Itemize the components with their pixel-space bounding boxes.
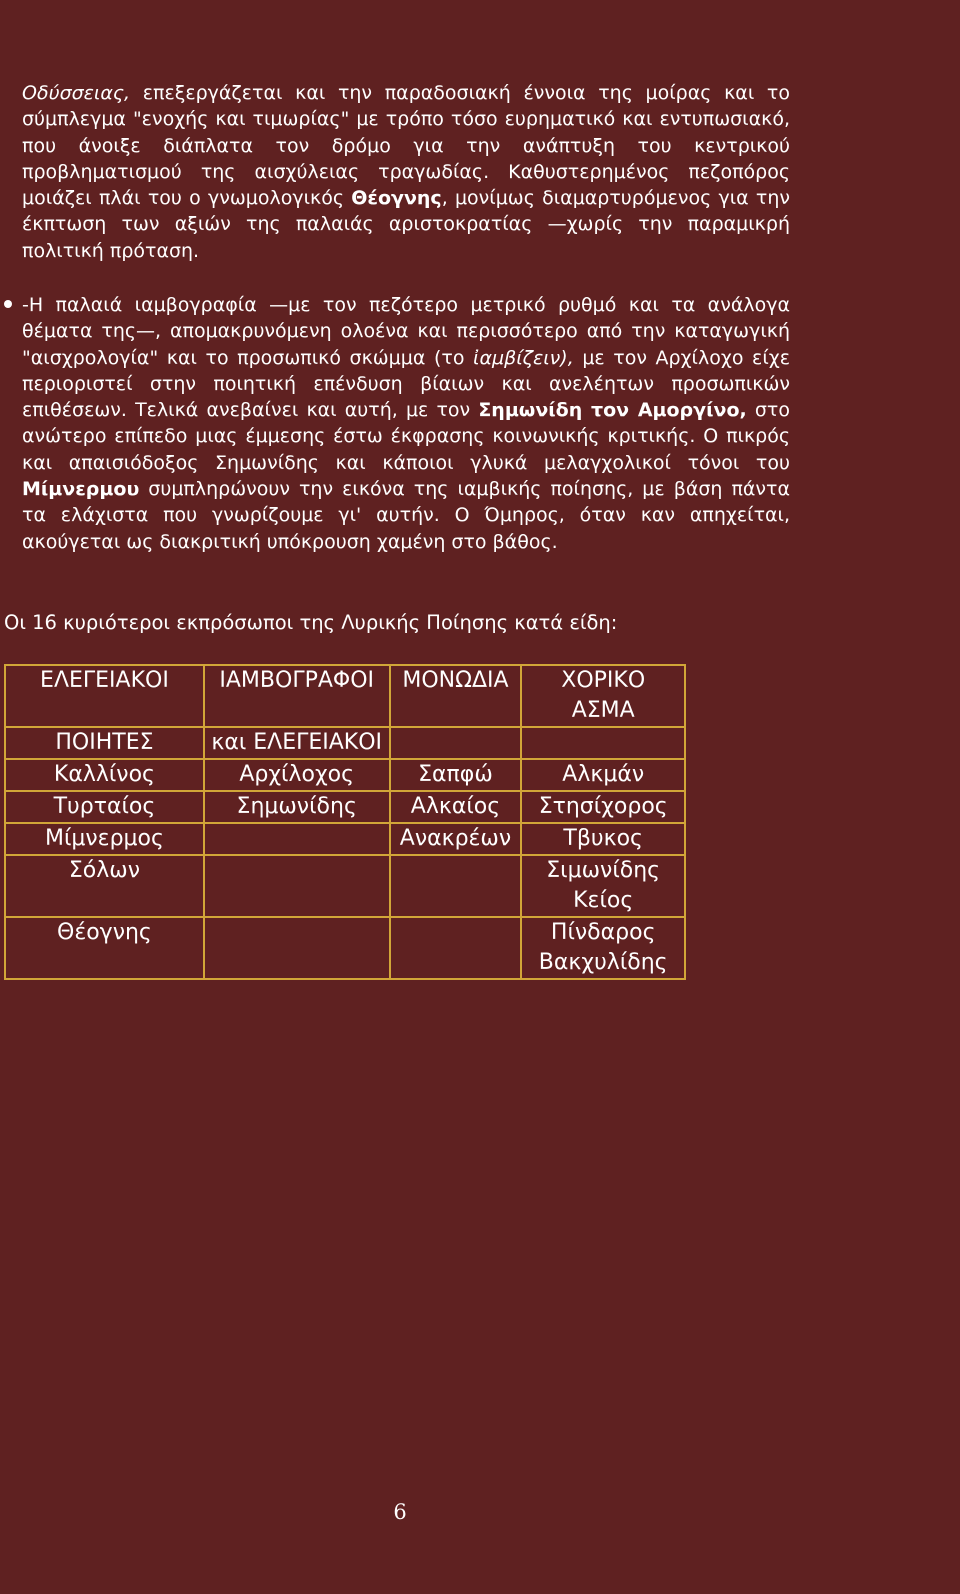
table-cell: Τβυκος [521, 823, 685, 855]
paragraph2-text-c: στο ανώτερο επίπεδο μιας έμμεσης έστω έκφρασης κοινωνικής κριτικής. Ο πικρός και απαισιόδοξος Σημωνίδης και κάποιοι γλυκά μελαγχολικοί τόνοι του [22, 399, 790, 474]
subheader-poets: ΠΟΙΗΤΕΣ [5, 727, 204, 759]
table-cell [390, 917, 522, 979]
bullet-list-item [4, 292, 790, 555]
table-cell [204, 823, 390, 855]
table-header-row [5, 665, 685, 727]
subheader-and-elegiac: και ΕΛΕΓΕΙΑΚΟΙ [204, 727, 390, 759]
table-cell: Σαπφώ [390, 759, 522, 791]
bold-theognis: Θέογνης [351, 187, 442, 210]
table-cell: Καλλίνος [5, 759, 204, 791]
italic-lead: Οδύσσειας, [22, 82, 131, 104]
table-row [5, 823, 685, 855]
paragraph-odyssey [22, 80, 790, 264]
table-subheader-row [5, 727, 685, 759]
table-cell: Σημωνίδης [204, 791, 390, 823]
lyric-poets-table [4, 664, 686, 980]
paragraph2-text-a: -Η παλαιά ιαμβογραφία —με τον πεζότερο μετρικό ρυθμό και τα ανάλογα θέματα της—, απομακρυνόμενη ολοένα και περισσότερο από την καταγωγική "αισχρολογία" και το προσωπικό σκώμμα (το [22, 294, 790, 369]
table-cell: Σόλων [5, 855, 204, 917]
table-cell [204, 917, 390, 979]
table-cell: Θέογνης [5, 917, 204, 979]
bold-semonides: Σημωνίδη τον Αμοργίνο, [478, 399, 747, 422]
table-row [5, 791, 685, 823]
table-cell: Ανακρέων [390, 823, 522, 855]
table-cell: Πίνδαρος Βακχυλίδης [521, 917, 685, 979]
table-cell: Αρχίλοχος [204, 759, 390, 791]
table-cell: Τυρταίος [5, 791, 204, 823]
header-elegiac: ΕΛΕΓΕΙΑΚΟΙ [5, 665, 204, 727]
table-row [5, 759, 685, 791]
header-choral: ΧΟΡΙΚΟ ΑΣΜΑ [521, 665, 685, 727]
table-cell [204, 855, 390, 917]
subheader-empty [521, 727, 685, 759]
paragraph1-text-b: , μονίμως διαμαρτυρόμενος για την έκπτωση των αξιών της παλαιάς αριστοκρατίας —χωρίς την παραμικρή πολιτική πρόταση. [22, 187, 790, 262]
paragraph-iambography [22, 292, 790, 555]
table-cell: Σιμωνίδης Κείος [521, 855, 685, 917]
table-cell: Αλκαίος [390, 791, 522, 823]
header-monody: ΜΟΝΩΔΙΑ [390, 665, 522, 727]
table-cell: Στησίχορος [521, 791, 685, 823]
table-cell: Μίμνερμος [5, 823, 204, 855]
table-row [5, 917, 685, 979]
table-row [5, 855, 685, 917]
table-intro: Οι 16 κυριότεροι εκπρόσωποι της Λυρικής Ποίησης κατά είδη: [4, 611, 618, 634]
italic-iambizein: ἰαμβίζειν), [473, 346, 574, 369]
paragraph2-text-b: με τον Αρχίλοχο είχε περιοριστεί στην ποιητική επένδυση βίαιων και ανελέητων προσωπικών επιθέσεων. Τελικά ανεβαίνει και αυτή, με τον [22, 346, 790, 422]
bold-mimnermus: Μίμνερμου [22, 478, 140, 501]
paragraph2-text-d: συμπληρώνουν την εικόνα της ιαμβικής ποίησης, με βάση πάντα τα ελάχιστα που γνωρίζουμε γι' αυτήν. Ο Όμηρος, όταν καν απηχείται, ακούγεται ως διακριτική υπόκρουση χαμένη στο βάθος. [22, 478, 790, 553]
page-number: 6 [393, 1500, 407, 1524]
table-cell: Αλκμάν [521, 759, 685, 791]
subheader-empty [390, 727, 522, 759]
bullet-icon [4, 300, 12, 308]
header-iambographers: ΙΑΜΒΟΓΡΑΦΟΙ [204, 665, 390, 727]
paragraph1-text-a: επεξεργάζεται και την παραδοσιακή έννοια της μοίρας και το σύμπλεγμα "ενοχής και τιμωρίας" με τρόπο τόσο ευρηματικό και εντυπωσιακό, που άνοιξε διάπλατα τον δρόμο για την ανάπτυξη του κεντρικού προβληματισμού της αισχύλειας τραγωδίας. Καθυστερημένος πεζοπόρος μοιάζει πλάι του ο γνωμολογικός [22, 82, 790, 210]
table-cell [390, 855, 522, 917]
